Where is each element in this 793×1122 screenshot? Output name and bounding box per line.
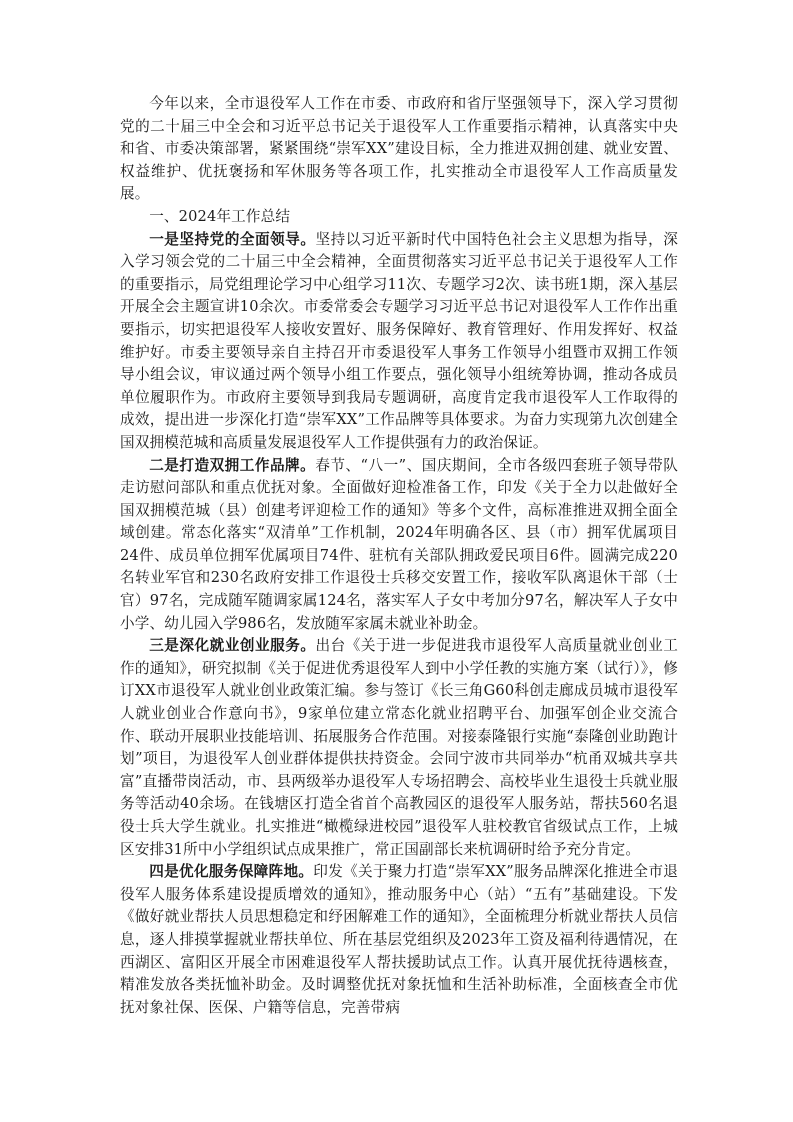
paragraph-lead: 二是打造双拥工作品牌。 xyxy=(149,456,316,474)
paragraph-lead: 四是优化服务保障阵地。 xyxy=(149,863,314,881)
paragraph-text: 春节、“八一”、国庆期间，全市各级四套班子领导带队走访慰问部队和重点优抚对象。全面做好迎检准备工作，印发《关于全力以赴做好全国双拥模范城（县）创建考评迎检工作的通知》等多个文件，高标准推进双拥全面全域创建。常态化落实“双清单”工作机制，2024年明确各区、县（市）拥军优属项目24件、成员单位拥军优属项目74件、驻杭有关部队拥政爱民项目6件。圆满完成220名转业军官和230名政府安排工作退役士兵移交安置工作，接收军队离退休干部（士官）97名，完成随军随调家属124名，落实军人子女中考加分97名，解决军人子女中小学、幼儿园入学986名，发放随军家属未就业补助金。 xyxy=(120,456,678,632)
paragraph-lead: 三是深化就业创业服务。 xyxy=(149,637,316,655)
paragraph-text: 坚持以习近平新时代中国特色社会主义思想为指导，深入学习领会党的二十届三中全会精神，全面贯彻落实习近平总书记关于退役军人工作的重要指示，局党组理论学习中心组学习11次、专题学习2次、读书班1期，深入基层开展全会主题宣讲10余次。市委常委会专题学习习近平总书记对退役军人工作作出重要指示，切实把退役军人接收安置好、服务保障好、教育管理好、作用发挥好、权益维护好。市委主要领导亲自主持召开市委退役军人事务工作领导小组暨市双拥工作领导小组会议，审议通过两个领导小组工作要点，强化领导小组统筹协调，推动各成员单位履职作为。市政府主要领导到我局专题调研，高度肯定我市退役军人工作取得的成效，提出进一步深化打造“崇军XX”工作品牌等具体要求。为奋力实现第九次创建全国双拥模范城和高质量发展退役军人工作提供强有力的政治保证。 xyxy=(120,230,678,451)
paragraph-party-leadership xyxy=(120,229,678,455)
intro-paragraph: 今年以来，全市退役军人工作在市委、市政府和省厅坚强领导下，深入学习贯彻党的二十届三中全会和习近平总书记关于退役军人工作重要指示精神，认真落实中央和省、市委决策部署，紧紧围绕“崇军XX”建设目标，全力推进双拥创建、就业安置、权益维护、优抚褒扬和军休服务等各项工作，扎实推动全市退役军人工作高质量发展。 xyxy=(120,95,678,203)
paragraph-text: 印发《关于聚力打造“崇军XX”服务品牌深化推进全市退役军人服务体系建设提质增效的通知》，推动服务中心（站）“五有”基础建设。下发《做好就业帮扶人员思想稳定和纾困解难工作的通知》，全面梳理分析就业帮扶人员信息，逐人排摸掌握就业帮扶单位、所在基层党组织及2023年工资及福利待遇情况，在西湖区、富阳区开展全市困难退役军人帮扶援助试点工作。认真开展优抚待遇核查，精准发放各类抚恤补助金。及时调整优抚对象抚恤和生活补助标准，全面核查全市优抚对象社保、医保、户籍等信息，完善带病 xyxy=(120,863,678,1016)
paragraph-double-support xyxy=(120,455,678,636)
paragraph-employment xyxy=(120,635,678,861)
paragraph-service xyxy=(120,861,678,1019)
paragraph-text: 出台《关于进一步促进我市退役军人高质量就业创业工作的通知》，研究拟制《关于促进优秀退役军人到中小学任教的实施方案（试行）》，修订XX市退役军人就业创业政策汇编。参与签订《长三角G60科创走廊成员城市退役军人就业创业合作意向书》，9家单位建立常态化就业招聘平台、加强军创企业交流合作、联动开展职业技能培训、拓展服务合作范围。对接泰隆银行实施“泰隆创业助跑计划”项目，为退役军人创业群体提供扶持资金。会同宁波市共同举办“杭甬双城共享共富”直播带岗活动，市、县两级举办退役军人专场招聘会、高校毕业生退役士兵就业服务等活动40余场。在钱塘区打造全省首个高教园区的退役军人服务站，帮扶560名退役士兵大学生就业。扎实推进“橄榄绿进校园”退役军人驻校教官省级试点工作，上城区安排31所中小学组织试点成果推广，常正国副部长来杭调研时给予充分肯定。 xyxy=(120,637,678,858)
section-heading: 一、2024年工作总结 xyxy=(149,207,291,225)
paragraph-lead: 一是坚持党的全面领导。 xyxy=(149,230,316,248)
document-body xyxy=(120,93,678,1019)
